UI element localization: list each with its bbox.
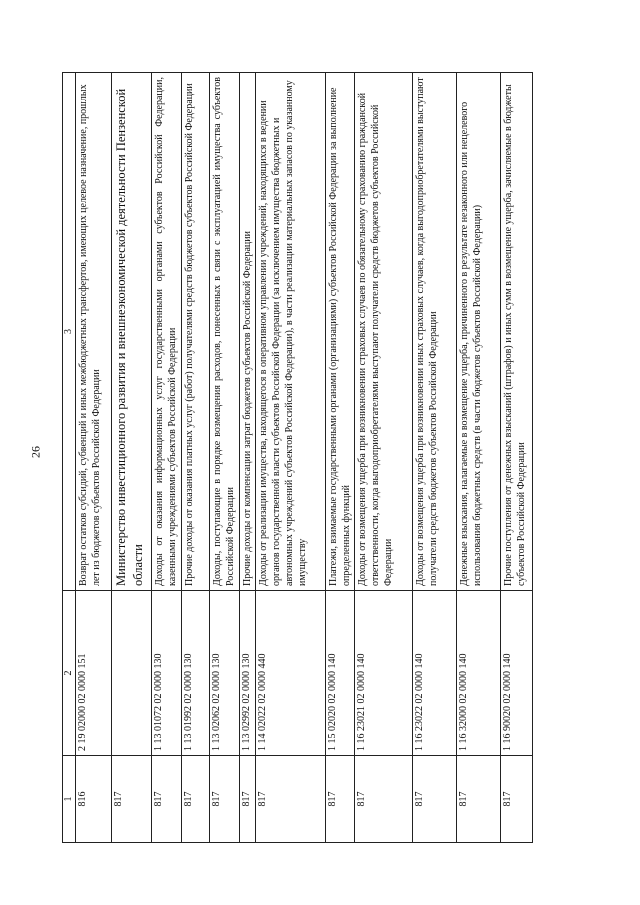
admin-code: 817 (152, 756, 182, 843)
budget-classification-code: 1 16 23022 02 0000 140 (413, 591, 457, 756)
revenue-description: Доходы от возмещения ущерба при возникновении страховых случаев по обязательному страхованию гражданской ответственности, когда выгодоприобретателями выступают получатели средств бюджетов субъектов Российской Федерации (355, 73, 413, 591)
table-row (501, 73, 533, 843)
table-row (413, 73, 457, 843)
revenue-description: Прочие доходы от оказания платных услуг (работ) получателями средств бюджетов субъектов Российской Федерации (182, 73, 210, 591)
table-row (326, 73, 355, 843)
revenue-description: Денежные взыскания, налагаемые в возмещение ущерба, причиненного в результате незаконного или нецелевого использования бюджетных средств (в части бюджетов субъектов Российской Федерации) (457, 73, 501, 591)
revenue-description: Доходы, поступающие в порядке возмещения расходов, понесенных в связи с эксплуатацией имущества субъектов Российской Федерации (210, 73, 240, 591)
budget-classification-code (112, 591, 152, 756)
admin-code: 817 (182, 756, 210, 843)
rotated-table-wrapper (62, 73, 595, 843)
column-header-2: 2 (63, 591, 76, 756)
admin-code: 817 (326, 756, 355, 843)
budget-classification-code: 1 16 90020 02 0000 140 (501, 591, 533, 756)
table-row (256, 73, 326, 843)
revenue-description: Доходы от реализации имущества, находящегося в оперативном управлении учреждений, находящихся в ведении органов государственной власти субъектов Российской Федерации (за исключением имущества бюджетных и автономных учреждений субъектов Российской Федерации), в части реализации материальных запасов по указанному имуществу (256, 73, 326, 591)
admin-code: 817 (112, 756, 152, 843)
budget-classification-code: 1 15 02020 02 0000 140 (326, 591, 355, 756)
revenue-description: Доходы от оказания информационных услуг государственными органами субъектов Российской Федерации, казенными учреждениями субъектов Российской Федерации (152, 73, 182, 591)
budget-classification-code: 1 16 23021 02 0000 140 (355, 591, 413, 756)
table-row (152, 73, 182, 843)
column-header-1: 1 (63, 756, 76, 843)
table-row (240, 73, 256, 843)
table-row (182, 73, 210, 843)
admin-code: 817 (457, 756, 501, 843)
revenue-description: Платежи, взимаемые государственными органами (организациями) субъектов Российской Федерации за выполнение определенных функций (326, 73, 355, 591)
revenue-description: Прочие поступления от денежных взысканий (штрафов) и иных сумм в возмещение ущерба, зачисляемые в бюджеты субъектов Российской Федерации (501, 73, 533, 591)
revenue-codes-table (62, 72, 533, 843)
admin-code: 817 (501, 756, 533, 843)
admin-code: 817 (240, 756, 256, 843)
budget-classification-code: 1 13 01072 02 0000 130 (152, 591, 182, 756)
table-row (210, 73, 240, 843)
budget-classification-code: 1 13 02062 02 0000 130 (210, 591, 240, 756)
budget-classification-code: 1 13 01992 02 0000 130 (182, 591, 210, 756)
budget-classification-code: 2 19 02000 02 0000 151 (76, 591, 112, 756)
budget-classification-code: 1 14 02022 02 0000 440 (256, 591, 326, 756)
admin-code: 817 (355, 756, 413, 843)
revenue-description: Возврат остатков субсидий, субвенций и иных межбюджетных трансфертов, имеющих целевое назначение, прошлых лет из бюджетов субъектов Российской Федерации (76, 73, 112, 591)
budget-classification-code: 1 16 32000 02 0000 140 (457, 591, 501, 756)
table-row (355, 73, 413, 843)
admin-code: 817 (413, 756, 457, 843)
revenue-description: Прочие доходы от компенсации затрат бюджетов субъектов Российской Федерации (240, 73, 256, 591)
column-header-3: 3 (63, 73, 76, 591)
table-row (457, 73, 501, 843)
page-number: 26 (28, 446, 43, 458)
ministry-name: Министерство инвестиционного развития и внешнеэкономической деятельности Пензенской области (112, 73, 152, 591)
admin-code: 817 (256, 756, 326, 843)
admin-code: 817 (210, 756, 240, 843)
revenue-description: Доходы от возмещения ущерба при возникновении иных страховых случаев, когда выгодоприобретателями выступают получатели средств бюджетов субъектов Российской Федерации (413, 73, 457, 591)
admin-code: 816 (76, 756, 112, 843)
budget-classification-code: 1 13 02992 02 0000 130 (240, 591, 256, 756)
table-row-ministry (112, 73, 152, 843)
table-header-row (63, 73, 76, 843)
table-row (76, 73, 112, 843)
